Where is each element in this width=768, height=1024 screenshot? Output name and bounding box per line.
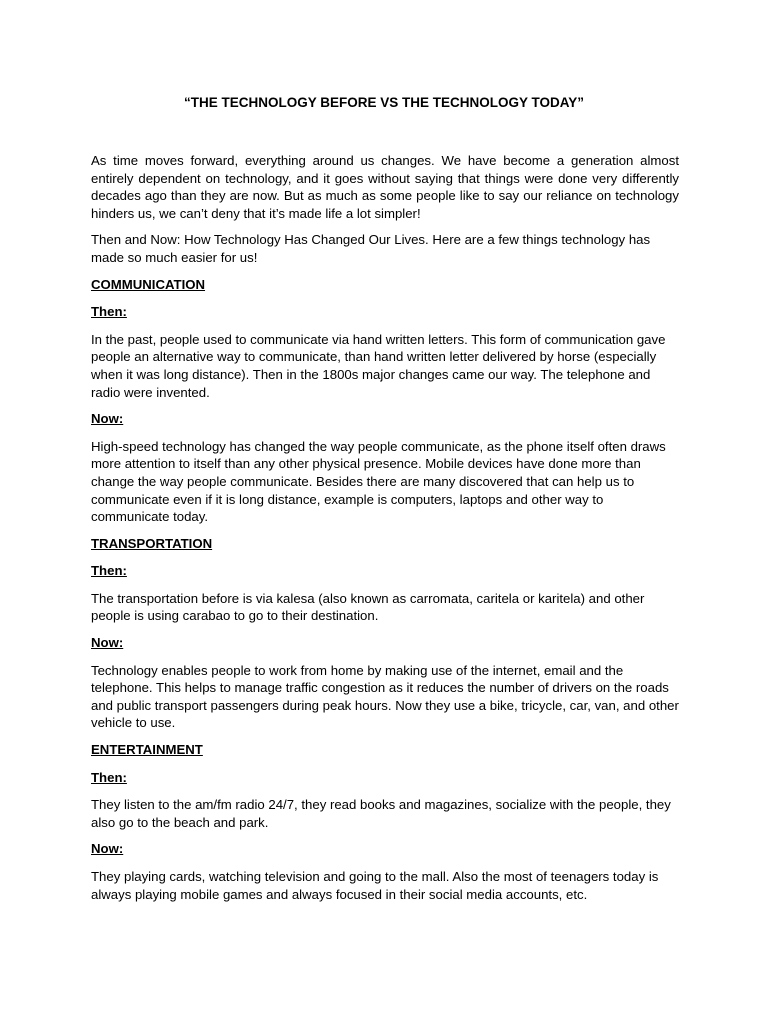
intro-paragraph: Then and Now: How Technology Has Changed Our Lives. Here are a few things technology has made so much easier for us! [91,232,651,265]
now-paragraph: Technology enables people to work from home by making use of the internet, email and the telephone. This helps to manage traffic congestion as it reduces the number of drivers on the roads and public transport passengers during peak hours. Now they use a bike, tricycle, car, van, and other vehicle to use. [91,662,679,731]
section-heading: ENTERTAINMENT [91,742,203,758]
section-heading: COMMUNICATION [91,276,206,292]
section-entertainment [91,741,679,903]
intro-paragraph: As time moves forward, everything around us changes. We have become a generation almost entirely dependent on technology, and it goes without saying that things were done very differently decades ago than they are now. But as much as some people like to say our reliance on technology hinders us, we can’t deny that it’s made life a lot simpler! [91,153,679,221]
section-communication [91,276,679,526]
now-paragraph: They playing cards, watching television and going to the mall. Also the most of teenagers today is always playing mobile games and always focused in their social media accounts, etc. [91,869,659,902]
then-paragraph: The transportation before is via kalesa (also known as carromata, caritela or karitela) and other people is using carabao to go to their destination. [91,590,645,624]
section-transportation [91,535,679,732]
then-paragraph: In the past, people used to communicate via hand written letters. This form of communication gave people an alternative way to communicate, than hand written letter delivered by horse (especially when it was long distance). Then in the 1800s major changes came our way. The telephone and radio were invented. [91,331,666,400]
then-paragraph: They listen to the am/fm radio 24/7, they read books and magazines, socialize with the people, they also go to the beach and park. [91,797,671,830]
now-paragraph: High-speed technology has changed the way people communicate, as the phone itself often draws more attention to itself than any other physical presence. Mobile devices have done more than change the way people communicate. Besides there are many discovered that can help us to communicate even if it is long distance, example is computers, laptops and other way to communicate today. [91,438,666,525]
now-label: Now: [91,411,124,427]
section-heading: TRANSPORTATION [91,535,213,551]
then-label: Then: [91,769,127,785]
then-label: Then: [91,304,127,320]
now-label: Now: [91,841,124,857]
then-label: Then: [91,563,127,579]
document-title: “THE TECHNOLOGY BEFORE VS THE TECHNOLOGY TODAY” [183,95,585,110]
now-label: Now: [91,635,124,651]
document-body [91,152,679,912]
